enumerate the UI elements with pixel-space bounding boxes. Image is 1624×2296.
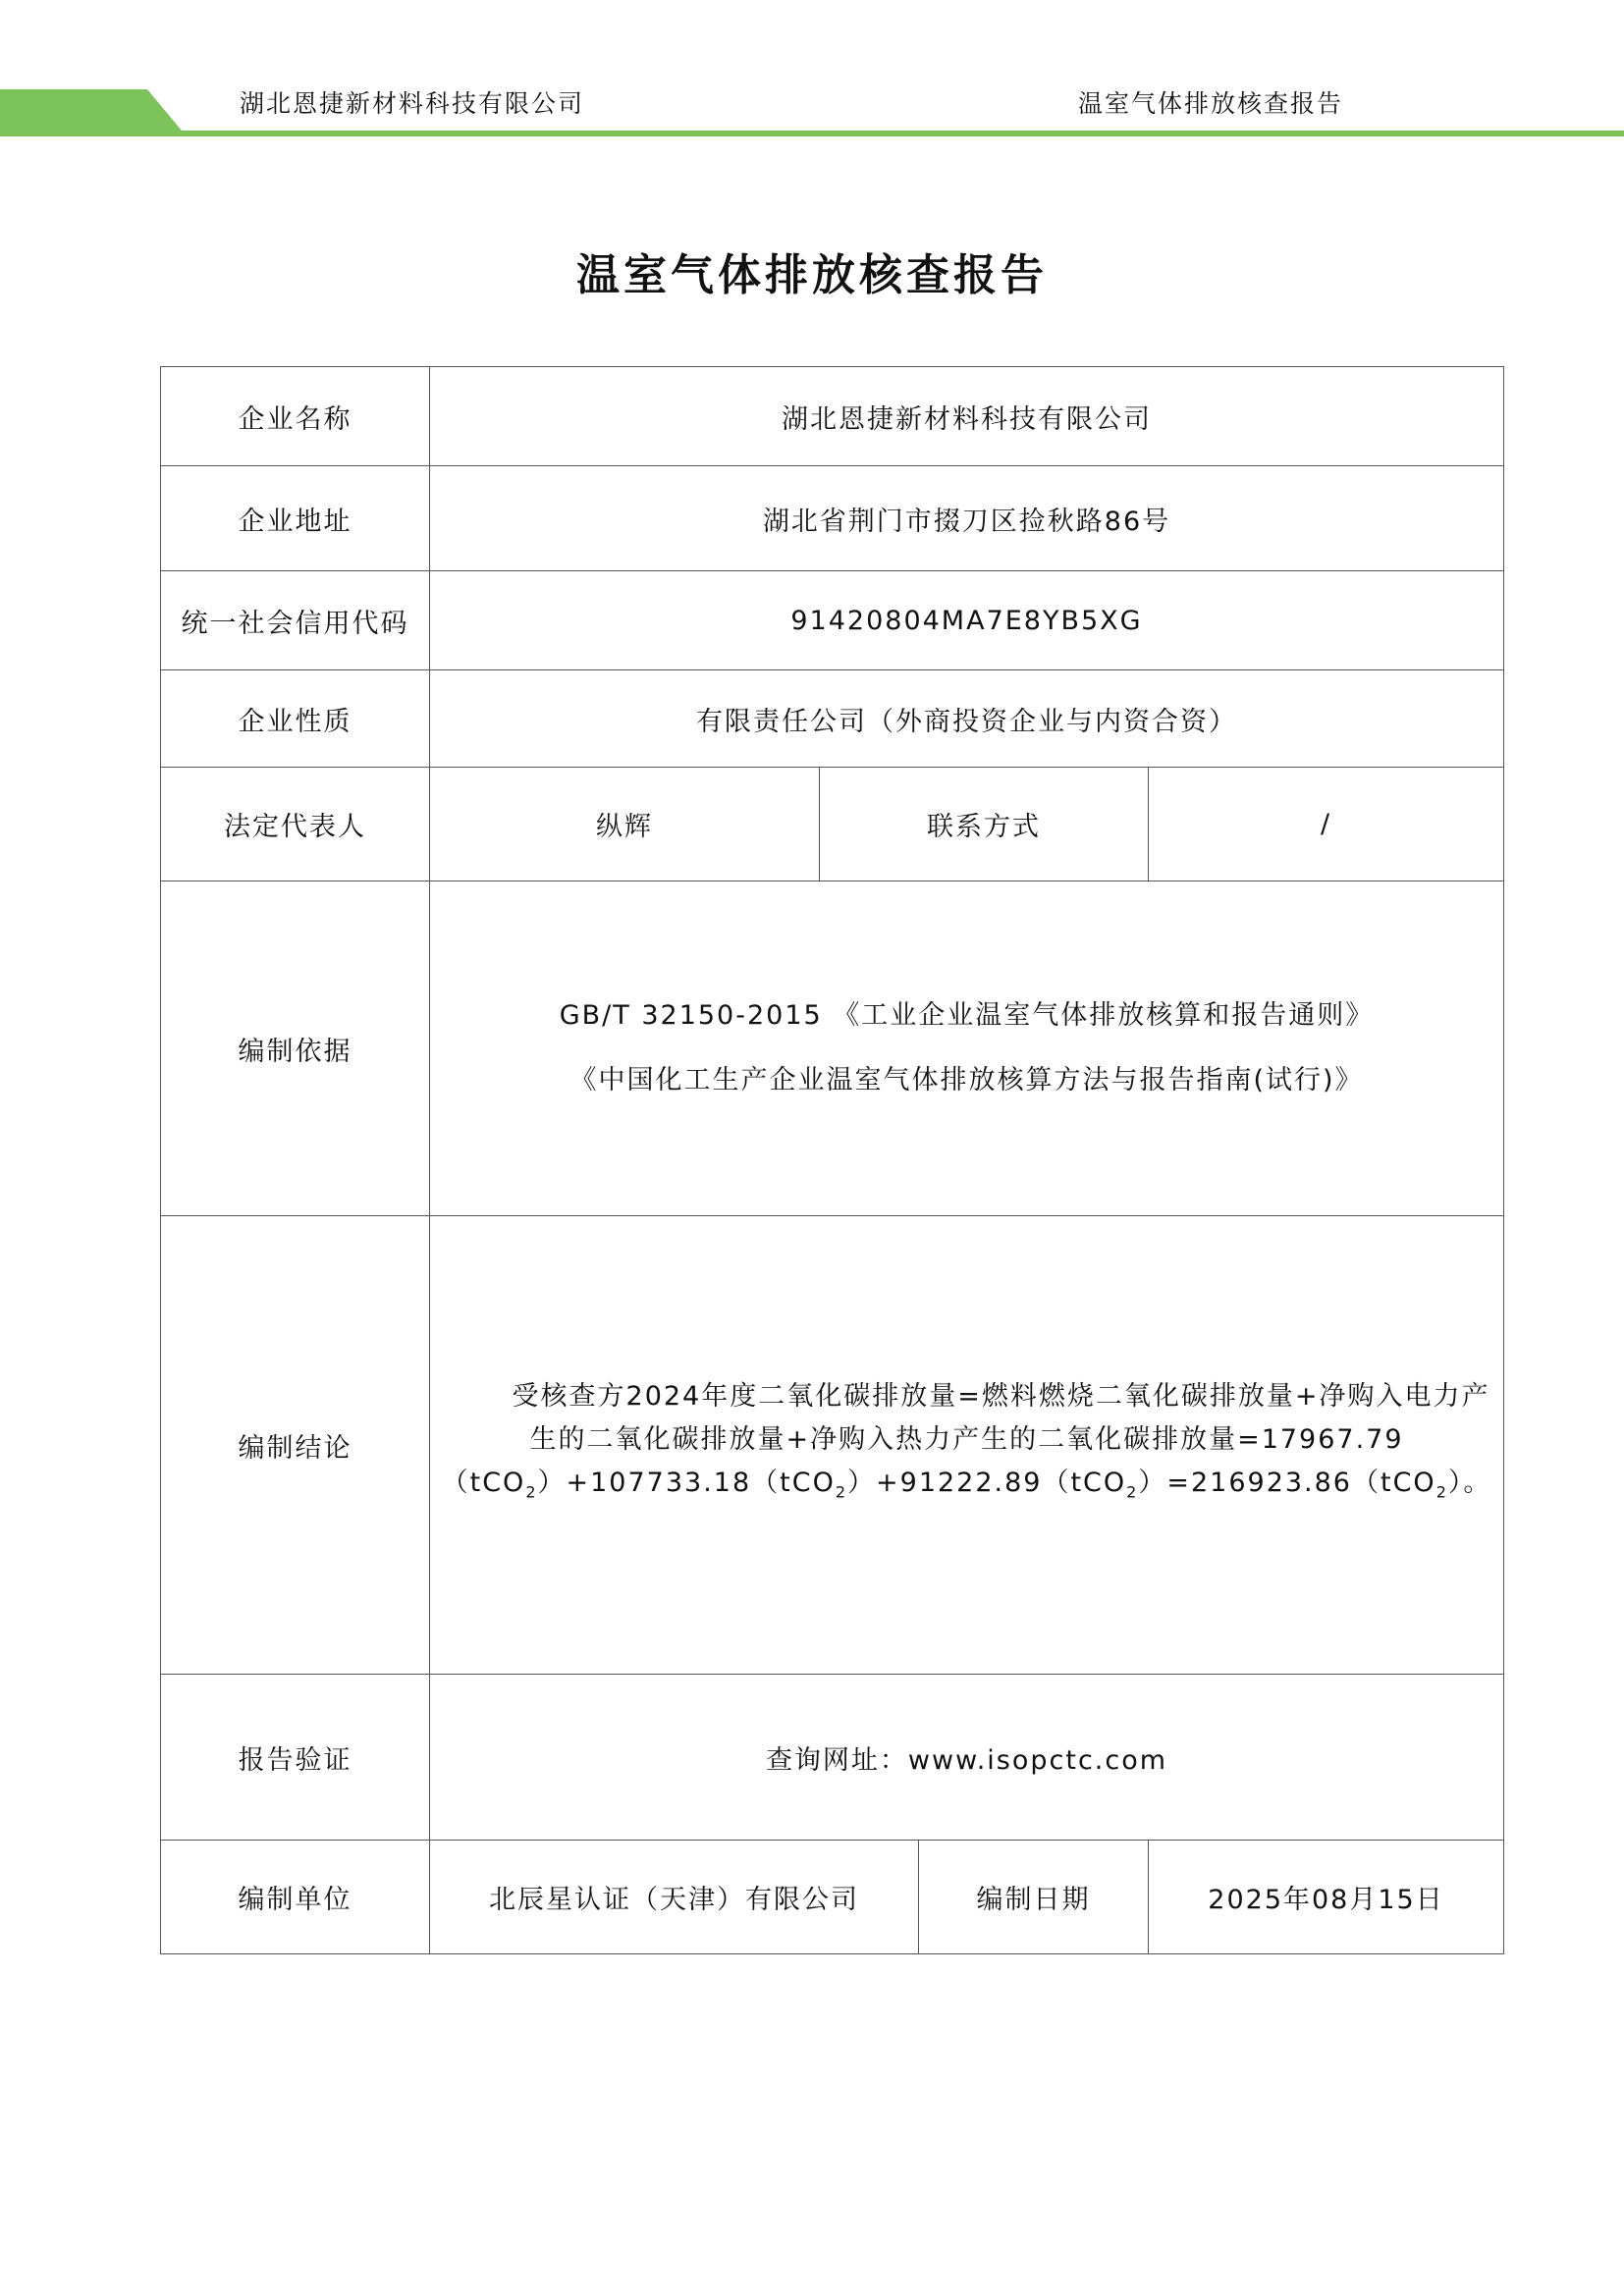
value-compiler: 北辰星认证（天津）有限公司 <box>430 1841 919 1954</box>
label-legal-rep: 法定代表人 <box>161 768 430 881</box>
label-date: 编制日期 <box>919 1841 1149 1954</box>
page-title: 温室气体排放核查报告 <box>576 250 1048 300</box>
row-conclusion <box>161 1216 1504 1675</box>
label-compiler: 编制单位 <box>161 1841 430 1954</box>
label-conclusion: 编制结论 <box>161 1216 430 1675</box>
conclusion-text-c: ）+91222.89（tCO <box>847 1468 1127 1499</box>
label-address: 企业地址 <box>161 466 430 571</box>
row-company-name <box>161 367 1504 466</box>
label-basis: 编制依据 <box>161 881 430 1216</box>
value-address: 湖北省荆门市掇刀区捡秋路86号 <box>430 466 1504 571</box>
header-accent <box>0 89 187 136</box>
conclusion-sub-4: 2 <box>1435 1482 1448 1502</box>
conclusion-sub-2: 2 <box>835 1482 848 1502</box>
value-contact: / <box>1149 768 1504 881</box>
value-basis <box>430 881 1504 1216</box>
header-doc-title: 温室气体排放核查报告 <box>1078 89 1344 118</box>
row-compiler <box>161 1841 1504 1954</box>
row-legal-rep <box>161 768 1504 881</box>
value-company-name: 湖北恩捷新材料科技有限公司 <box>430 367 1504 466</box>
value-conclusion <box>430 1216 1504 1675</box>
basis-standard-2: 《中国化工生产企业温室气体排放核算方法与报告指南(试行)》 <box>569 1065 1364 1095</box>
row-basis <box>161 881 1504 1216</box>
label-nature: 企业性质 <box>161 670 430 768</box>
conclusion-sub-1: 2 <box>525 1482 538 1502</box>
conclusion-text-e: ）。 <box>1447 1468 1492 1499</box>
conclusion-text-a: 受核查方2024年度二氧化碳排放量=燃料燃烧二氧化碳排放量+净购入电力产生的二氧化碳排放量+净购入热力产生的二氧化碳排放量=17967.79（tCO <box>441 1381 1490 1499</box>
label-contact: 联系方式 <box>820 768 1149 881</box>
basis-standard-1: GB/T 32150-2015 《工业企业温室气体排放核算和报告通则》 <box>559 1000 1375 1031</box>
value-legal-rep: 纵辉 <box>430 768 820 881</box>
header-rule <box>0 131 1624 136</box>
conclusion-text-d: ）=216923.86（tCO <box>1138 1468 1436 1499</box>
label-credit-code: 统一社会信用代码 <box>161 571 430 670</box>
row-credit-code <box>161 571 1504 670</box>
label-company-name: 企业名称 <box>161 367 430 466</box>
header-company: 湖北恩捷新材料科技有限公司 <box>240 89 585 118</box>
value-nature: 有限责任公司（外商投资企业与内资合资） <box>430 670 1504 768</box>
conclusion-text-b: ）+107733.18（tCO <box>537 1468 836 1499</box>
page-header <box>0 0 1624 142</box>
row-verification <box>161 1675 1504 1841</box>
row-address <box>161 466 1504 571</box>
label-verification: 报告验证 <box>161 1675 430 1841</box>
value-verification: 查询网址：www.isopctc.com <box>430 1675 1504 1841</box>
conclusion-sub-3: 2 <box>1126 1482 1139 1502</box>
row-nature <box>161 670 1504 768</box>
report-table <box>160 366 1504 1954</box>
value-date: 2025年08月15日 <box>1149 1841 1504 1954</box>
value-credit-code: 91420804MA7E8YB5XG <box>430 571 1504 670</box>
